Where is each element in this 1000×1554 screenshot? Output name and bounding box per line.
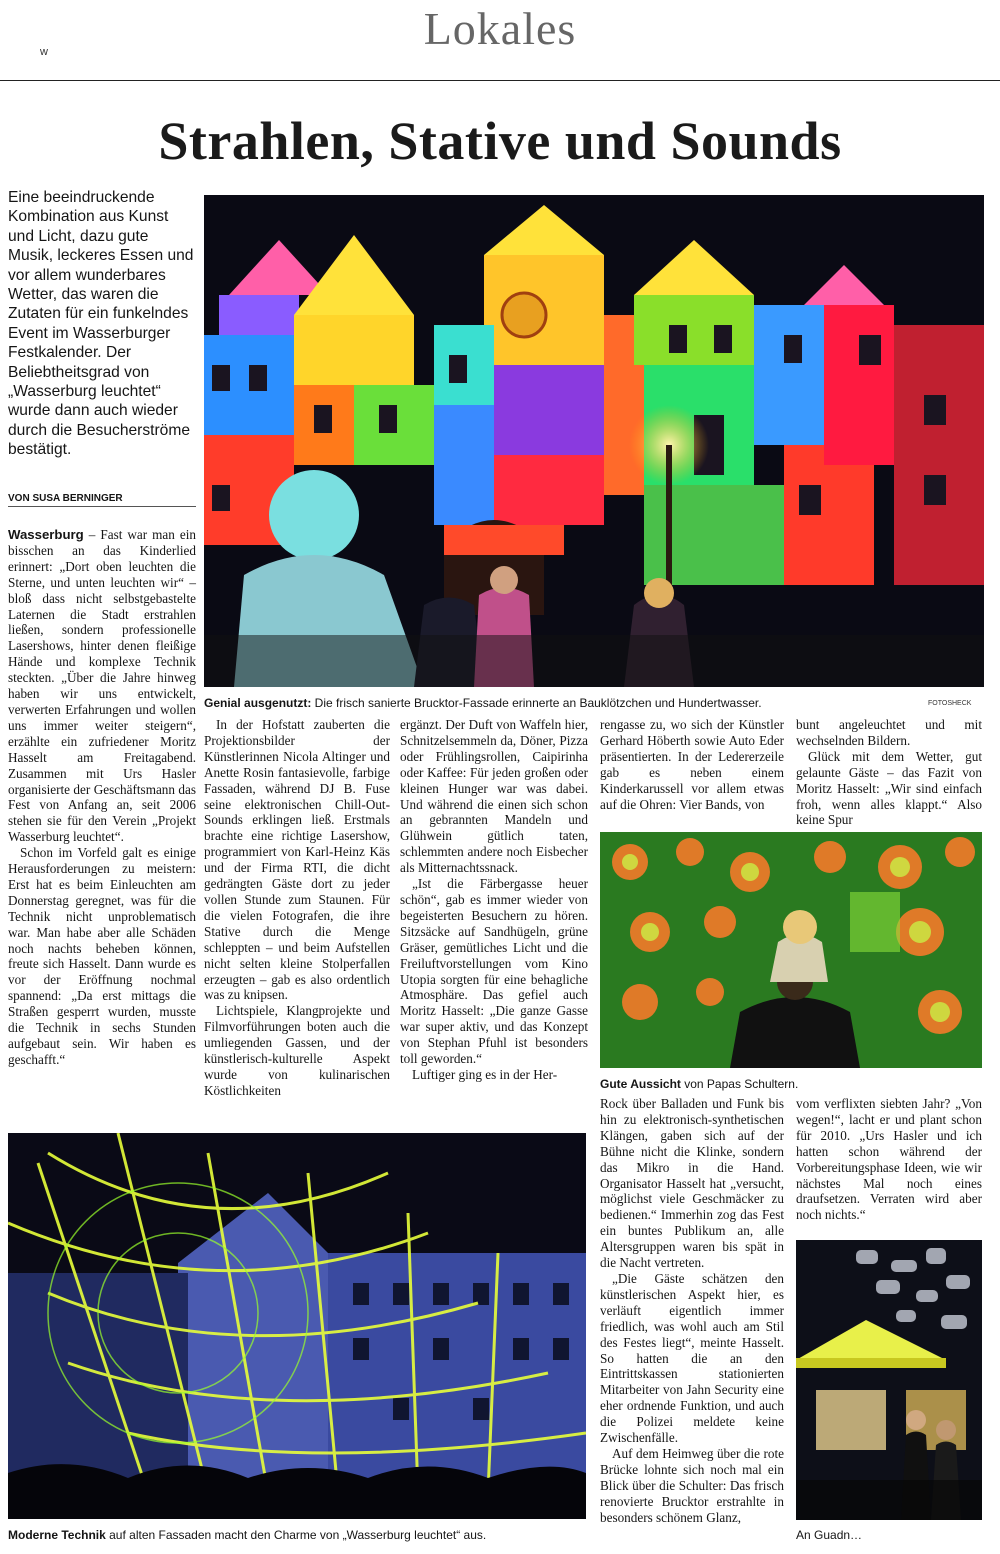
article-paragraph: „Die Gäste schätzen den künstlerischen Aspekt hier, es verläuft eigentlich immer friedlich, was wohl auch am Stil des Festes liegt“, meinte Hasselt. So hatten die an den Eintrittskassen stationierten Mitarbeiter von Jahn Security eine eher ordnende Funktion, und auch die Polizei meldete keine Zwischenfälle. [600, 1270, 784, 1446]
headline: Strahlen, Stative und Sounds [158, 111, 842, 171]
header-rule [0, 80, 1000, 81]
small-photo [796, 1240, 982, 1520]
section-title: Lokales [423, 3, 577, 54]
small-photo-caption: An Guadn… [796, 1528, 863, 1542]
intro-text: Eine beeindruckende Kombination aus Kunst und Licht, dazu gute Musik, leckeres Essen und vor allem wunderbares Wetter, das waren die Zutaten für ein funkelndes Event im Wasserburger Festkalender. Der Beliebtheitsgrad von „Wasserburg leuchtet“ wurde dann auch wieder durch die Besucherströme bestätigt. [8, 189, 194, 459]
article-paragraph: rengasse zu, wo sich der Künstler Gerhard Höberth sowie Auto Eder präsentierten. In der Ledererzeile gab es neben einem Kinderkarussell vor allem etwas auf die Ohren: Vier Bands, von [600, 717, 784, 812]
bottom-photo-caption [8, 1528, 588, 1542]
article-column-5-bottom [796, 1096, 982, 1223]
article-column-5-top [796, 717, 982, 828]
article-column-1 [8, 527, 196, 1068]
right-photo [600, 832, 982, 1068]
article-paragraph: ergänzt. Der Duft von Waffeln hier, Schnitzelsemmeln da, Döner, Pizza oder Frühlingsrollen, Caipirinha oder Kaffee: Für jeden großen oder kleinen Hunger war was dabei. Und während die einen sich schon an gebrannten Mandeln und Glühwein gütlich taten, schlemmten andere noch Eisbecher als Mitternachtssnack. [400, 717, 588, 876]
article-paragraph: In der Hofstatt zauberten die Projektionsbilder der Künstlerinnen Nicola Altinger und Anette Rosin fantasievolle, farbige Fassaden, während DJ B. Fuse seine elektronischen Chill-Out-Sounds erklingen ließ. Erstmals brachte eine richtige Lasershow, programmiert von Karl-Heinz Käs und der Firma RTI, die dicht gedrängten Gäste dort zu jeder vollen Stunde zum Staunen. Für die vielen Fotografen, die ihre Stative durch die Menge schleppten – und beim Aufstellen nicht selten kleine Stolperfallen erzeugten – gab es also ordentlich was zu knipsen. [204, 717, 390, 1003]
main-caption-lead: Genial ausgenutzt: [204, 696, 312, 710]
article-paragraph: Auf dem Heimweg über die rote Brücke lohnte sich noch mal ein Blick über die Schulter: Das frisch renovierte Brucktor erstrahlte in besonders schönem Glanz, [600, 1445, 784, 1525]
article-paragraph: „Ist die Färbergasse heuer schön“, gab es immer wieder von begeisterten Besuchern zu hören. Sitzsäcke auf Sandhügeln, grüne Gräser, gemütliches Licht und die Freiluftvorstellungen vom Kino Utopia sorgten für eine behagliche Atmosphäre. Das gefiel auch Moritz Hasselt: „Die ganze Gasse war super aktiv, und das Konzept von Stephan Pfuhl ist besonders toll geworden.“ [400, 876, 588, 1067]
article-paragraph: Rock über Balladen und Funk bis hin zu elektronisch-synthetischen Klängen, gaben sich auf der Bühne nicht die Klinke, sondern das Mikro in die Hand. Organisator Hasselt hat „versucht, möglichst viele Geschmäcker zu bedienen.“ Immerhin zog das Fest ein buntes Publikum an, alle Altersgruppen waren bis spät in die Nacht vertreten. [600, 1096, 784, 1271]
right-caption-text: von Papas Schultern. [680, 1077, 799, 1091]
article-paragraph: bunt angeleuchtet und mit wechselnden Bildern. [796, 717, 982, 748]
article-column-4-top [600, 717, 784, 812]
right-caption-lead: Gute Aussicht [600, 1077, 681, 1091]
article-paragraph: Luftiger ging es in der Her- [412, 1066, 558, 1082]
article-paragraph: Lichtspiele, Klangprojekte und Filmvorführungen boten auch die umliegenden Gassen, und der künstlerisch-kulturelle Aspekt wurde von kulinarischen Köstlichkeiten [204, 1003, 390, 1098]
article-paragraph: vom verflixten siebten Jahr? „Von wegen!“, lacht er und plant schon für 2010. „Urs Hasler und ich hatten schon während der Vorbereitungsphase Ideen, wie wir nächstes Mal noch eines draufsetzen. Verraten wird aber noch nichts.“ [796, 1096, 982, 1223]
article-column-4-bottom [600, 1096, 784, 1525]
byline: VON SUSA BERNINGER [8, 493, 196, 507]
bottom-photo [8, 1133, 586, 1519]
article-paragraph: Glück mit dem Wetter, gut gelaunte Gäste – das Fazit von Moritz Hasselt: „Wir sind einfach froh, wenn alles klappt.“ Also keine Spur [796, 748, 982, 828]
article-column-2 [204, 717, 390, 1099]
main-photo-caption [204, 696, 934, 710]
main-photo [204, 195, 984, 687]
article-paragraph: Schon im Vorfeld galt es einige Herausforderungen zu meistern: Erst hat es beim Einleuchten am Donnerstag geregnet, was für die Technik nicht unproblematisch war. Man habe aber alle Schäden noch nachts beheben können, freute sich Hasselt. Dann wurde es vor der Eröffnung nochmal spannend: „Da erst mittags die Straßen gesperrt wurden, musste die Technik in sechs Stunden aufgebaut sein. Wir haben es geschafft.“ [8, 845, 196, 1067]
main-caption-text: Die frisch sanierte Brucktor-Fassade erinnerte an Bauklötzchen und Hundertwasser. [311, 696, 762, 710]
article-column-3 [400, 717, 588, 1083]
page-mark: w [40, 46, 48, 58]
article-paragraph: Wasserburg – Fast war man ein bisschen an das Kinderlied erinnert: „Dort oben leuchten die Sterne, und unten leuchten wir“ – bloß dass nicht selbstgebastelte Laternen die Stadt erstrahlen ließen, sondern professionelle Lasershows, hinter denen fleißige Hände und komplexe Technik steckten. „Über die Jahre hinweg haben wir uns entwickelt, verwerten Erfahrungen und wollen uns immer weiter steigern“, erzählte ein zufriedener Moritz Hasselt am Freitagabend. Zusammen mit Urs Hasler organisierte der Geschäftsmann das Fest von Anfang an, seit 2006 stehen sie für den Verein „Projekt Wasserburg leuchtet“. [8, 527, 197, 845]
right-photo-caption [600, 1077, 980, 1091]
bottom-caption-text: auf alten Fassaden macht den Charme von „Wasserburg leuchtet“ aus. [105, 1528, 487, 1542]
dateline: Wasserburg [8, 527, 84, 542]
bottom-caption-lead: Moderne Technik [8, 1528, 106, 1542]
photo-credit: FOTOSHECK [928, 700, 972, 707]
